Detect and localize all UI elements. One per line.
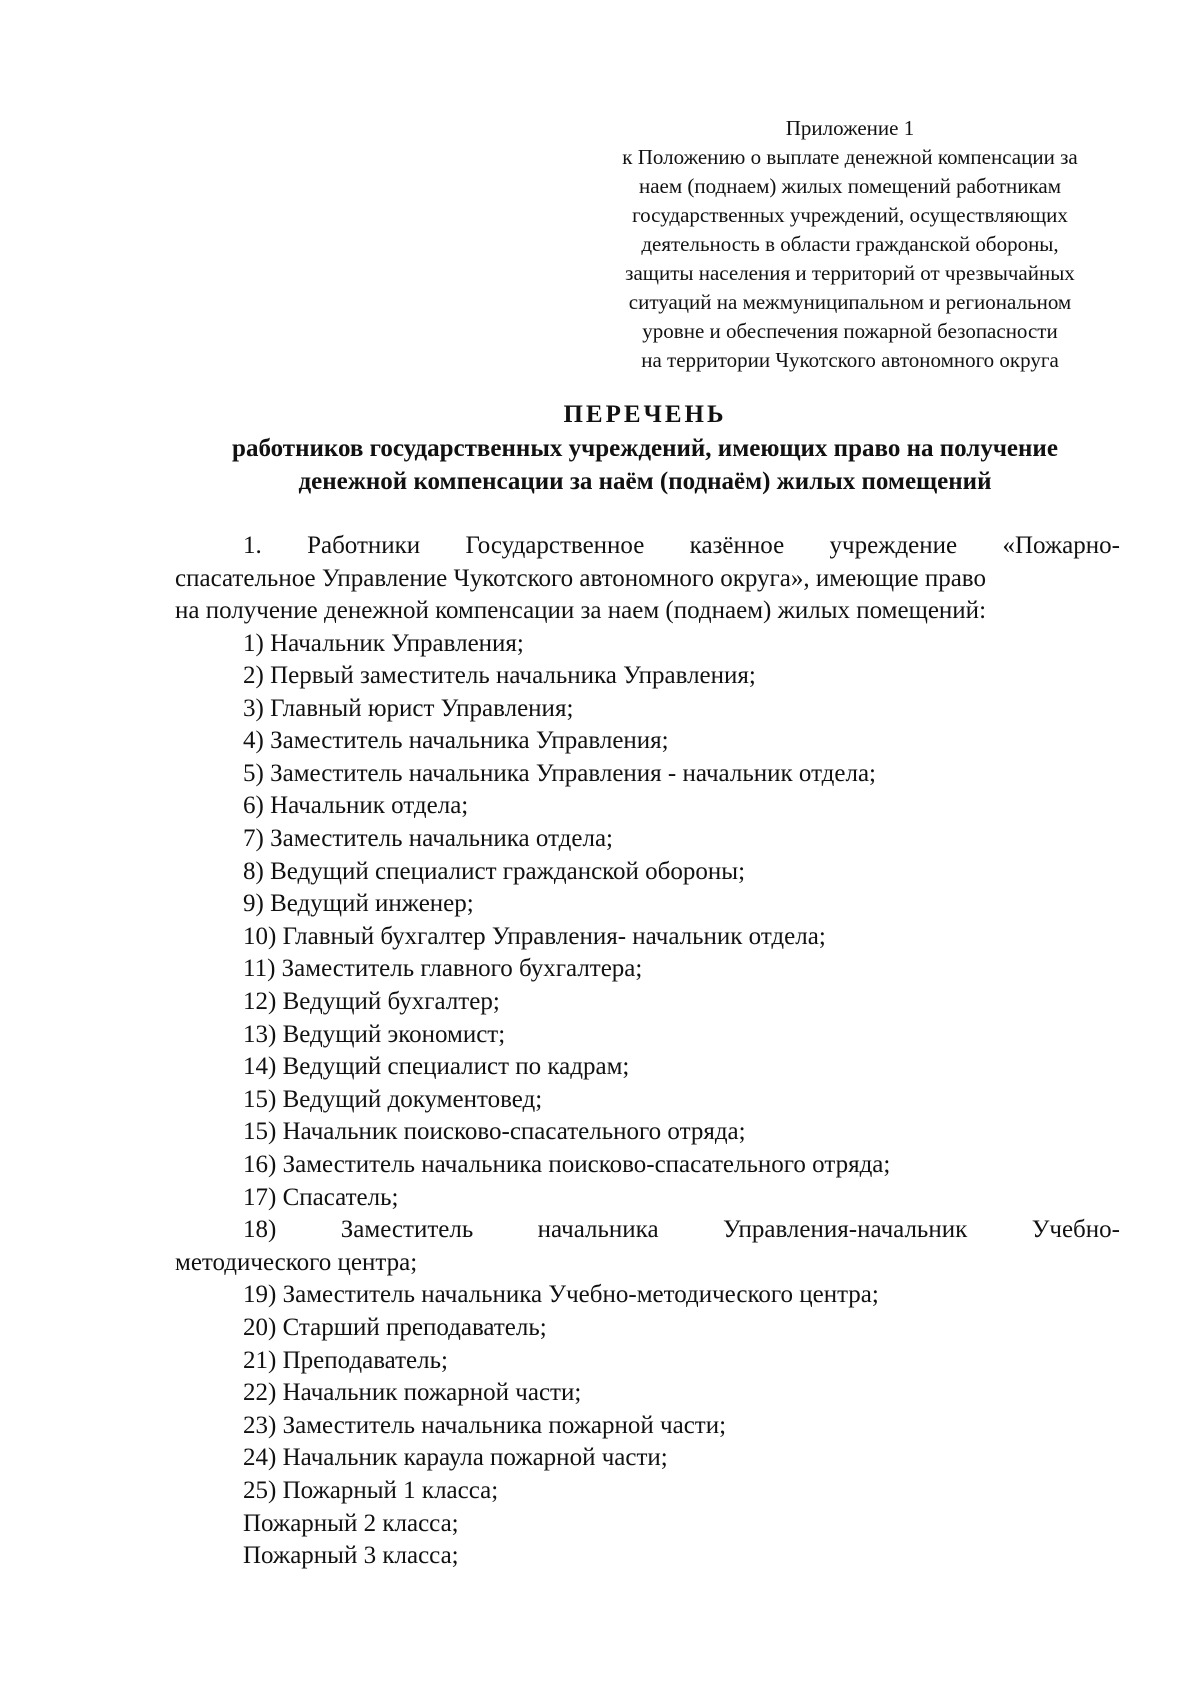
annex-line: наем (поднаем) жилых помещений работникам	[638, 174, 1061, 198]
list-item: 13) Ведущий экономист;	[243, 1020, 506, 1048]
intro-line-2: спасательное Управление Чукотского автономного округа», имеющие право	[175, 564, 986, 592]
list-item-18-line-1	[175, 1214, 1120, 1247]
list-item: 24) Начальник караула пожарной части;	[243, 1444, 668, 1472]
list-item: 19) Заместитель начальника Учебно-методического центра;	[243, 1281, 879, 1309]
list-item: 3) Главный юрист Управления;	[243, 694, 574, 722]
list-item-18-line-2: методического центра;	[175, 1248, 418, 1276]
list-item: Пожарный 3 класса;	[243, 1542, 459, 1570]
list-item: 12) Ведущий бухгалтер;	[243, 988, 500, 1016]
document-body	[175, 530, 1120, 1573]
item18-word: Учебно-	[1031, 1216, 1120, 1244]
list-item: 20) Старший преподаватель;	[243, 1313, 547, 1341]
intro-word: 1.	[243, 532, 262, 559]
item18-word: Управления-начальник	[722, 1216, 968, 1244]
annex-line: защиты населения и территорий от чрезвычайных	[625, 261, 1075, 285]
list-item: 11) Заместитель главного бухгалтера;	[243, 955, 643, 983]
list-item: 15) Ведущий документовед;	[243, 1085, 543, 1113]
title-subtitle-line: денежной компенсации за наём (поднаём) жилых помещений	[298, 468, 992, 495]
intro-word: Государственное	[465, 532, 645, 559]
list-item: 25) Пожарный 1 класса;	[243, 1476, 499, 1504]
list-item: 15) Начальник поисково-спасательного отряда;	[243, 1118, 746, 1146]
list-item: 10) Главный бухгалтер Управления- начальник отдела;	[243, 922, 826, 950]
list-item: 6) Начальник отдела;	[243, 792, 469, 820]
list-item: 16) Заместитель начальника поисково-спасательного отряда;	[243, 1151, 891, 1178]
annex-line: деятельность в области гражданской обороны,	[641, 232, 1059, 256]
intro-word: Работники	[307, 532, 421, 559]
annex-line: Приложение 1	[785, 116, 915, 140]
intro-line-3: на получение денежной компенсации за наем (поднаем) жилых помещений:	[175, 597, 987, 624]
list-item: 22) Начальник пожарной части;	[243, 1379, 582, 1407]
list-item: 1) Начальник Управления;	[243, 629, 524, 657]
annex-line: ситуаций на межмуниципальном и региональном	[628, 290, 1072, 314]
annex-line: на территории Чукотского автономного округа	[641, 348, 1059, 372]
list-item: 7) Заместитель начальника отдела;	[243, 825, 613, 853]
annex-line: государственных учреждений, осуществляющих	[632, 203, 1068, 227]
title-subtitle-line: работников государственных учреждений, имеющих право на получение	[232, 435, 1058, 462]
title-subtitle	[170, 432, 1120, 498]
item18-word: 18)	[243, 1216, 277, 1244]
list-item: 17) Спасатель;	[243, 1183, 399, 1211]
list-item: 5) Заместитель начальника Управления - начальник отдела;	[243, 759, 876, 787]
list-item: 4) Заместитель начальника Управления;	[243, 727, 669, 755]
list-item: 8) Ведущий специалист гражданской обороны;	[243, 857, 746, 885]
annex-header	[580, 114, 1120, 375]
list-item: 14) Ведущий специалист по кадрам;	[243, 1053, 630, 1081]
positions-list	[175, 628, 1120, 1573]
list-item: 21) Преподаватель;	[243, 1346, 448, 1374]
title-main: ПЕРЕЧЕНЬ	[563, 401, 727, 428]
list-item: Пожарный 2 класса;	[243, 1509, 459, 1537]
list-item: 23) Заместитель начальника пожарной части;	[243, 1411, 727, 1439]
intro-word: «Пожарно-	[1002, 532, 1120, 559]
intro-word: учреждение	[829, 532, 958, 559]
list-item: 2) Первый заместитель начальника Управления;	[243, 662, 756, 690]
document-title	[170, 398, 1120, 498]
annex-line: к Положению о выплате денежной компенсации за	[622, 145, 1078, 169]
item18-word: Заместитель	[340, 1216, 474, 1244]
item18-word: начальника	[537, 1216, 659, 1244]
annex-line: уровне и обеспечения пожарной безопасности	[642, 319, 1058, 343]
intro-line-1	[175, 530, 1120, 563]
intro-word: казённое	[689, 532, 785, 559]
list-item: 9) Ведущий инженер;	[243, 890, 474, 918]
